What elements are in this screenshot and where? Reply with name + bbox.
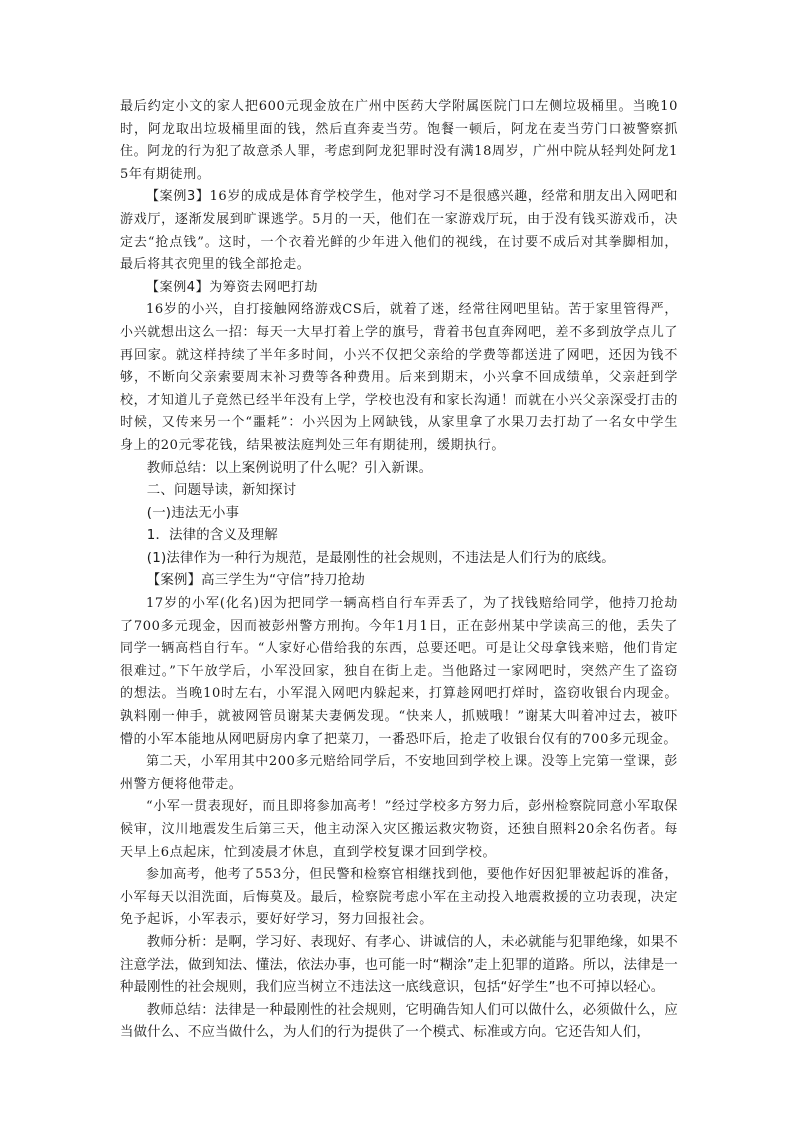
paragraph-case-body-4: 参加高考，他考了553分，但民警和检察官相继找到他，要他作好因犯罪被起诉的准备，小军每天以泪洗面，后悔莫及。最后，检察院考虑小军在主动投入地震救援的立功表现，决定免予起诉，小军表示，要好好学习，努力回报社会。 bbox=[120, 867, 678, 928]
paragraph-teacher-analysis: 教师分析：是啊，学习好、表现好、有孝心、讲诚信的人，未必就能与犯罪绝缘，如果不注意学法，做到知法、懂法，依法办事，也可能一时“糊涂”走上犯罪的道路。所以，法律是一种最刚性的社会规则，我们应当树立不违法这一底线意识，包括“好学生”也不可掉以轻心。 bbox=[120, 934, 678, 996]
paragraph-case-body-3: “小军一贯表现好，而且即将参加高考！”经过学校多方努力后，彭州检察院同意小军取保候审，汶川地震发生后第三天，他主动深入灾区搬运救灾物资，还独自照料20余名伤者。每天早上6点起床，忙到凌晨才休息，直到学校复课才回到学校。 bbox=[120, 799, 678, 860]
paragraph-teacher-summary-1: 教师总结：以上案例说明了什么呢？引入新课。 bbox=[146, 460, 433, 476]
point-heading-1: 1．法律的含义及理解 bbox=[146, 528, 278, 544]
point-1-1: (1)法律作为一种行为规范，是最刚性的社会规则，不违法是人们行为的底线。 bbox=[146, 550, 615, 566]
case-label: 【案例】 bbox=[146, 573, 202, 589]
subsection-heading-1: (一)违法无小事 bbox=[146, 505, 240, 521]
paragraph-case-3: 【案例3】16岁的成成是体育学校学生，他对学习不是很感兴趣，经常和朋友出入网吧和游戏厅，逐渐发展到旷课逃学。5月的一天，他们在一家游戏厅玩，由于没有钱买游戏币，决定去“抢点钱”。这时，一个衣着光鲜的少年进入他们的视线，在讨要不成后对其拳脚相加，最后将其衣兜里的钱全部抢走。 bbox=[120, 189, 678, 273]
paragraph-case-body-2: 第二天，小军用其中200多元赔给同学后，不安地回到学校上课。没等上完第一堂课，彭州警方便将他带走。 bbox=[120, 754, 678, 792]
document-body bbox=[120, 96, 678, 1045]
paragraph-case-4-body: 16岁的小兴，自打接触网络游戏CS后，就着了迷，经常往网吧里钻。苦于家里管得严，小兴就想出这么一招：每天一大早打着上学的旗号，背着书包直奔网吧，差不多到放学点儿了再回家。就这样持续了半年多时间，小兴不仅把父亲给的学费等都送进了网吧，还因为钱不够，不断向父亲索要周末补习费等各种费用。后来到期末，小兴拿不回成绩单，父亲赶到学校，才知道儿子竟然已经半年没有上学，学校也没有和家长沟通！而就在小兴父亲深受打击的时候，又传来另一个“噩耗”：小兴因为上网缺钱，从家里拿了水果刀去打劫了一名女中学生身上的20元零花钱，结果被法庭判处三年有期徒刑，缓期执行。 bbox=[120, 302, 678, 453]
section-heading-2: 二、问题导读，新知探讨 bbox=[146, 483, 297, 499]
paragraph-case-4-title: 【案例4】为筹资去网吧打劫 bbox=[146, 279, 319, 295]
paragraph-teacher-summary-2: 教师总结：法律是一种最刚性的社会规则，它明确告知人们可以做什么，必须做什么，应当做什么、不应当做什么，为人们的行为提供了一个模式、标准或方向。它还告知人们， bbox=[120, 1002, 678, 1041]
paragraph-case-2-ending: 最后约定小文的家人把600元现金放在广州中医药大学附属医院门口左侧垃圾桶里。当晚10时，阿龙取出垃圾桶里面的钱，然后直奔麦当劳。饱餐一顿后，阿龙在麦当劳门口被警察抓住。阿龙的行为犯了故意杀人罪，考虑到阿龙犯罪时没有满18周岁，广州中院从轻判处阿龙15年有期徒刑。 bbox=[120, 99, 678, 182]
paragraph-case-body-1: 17岁的小军(化名)因为把同学一辆高档自行车弄丢了，为了找钱赔给同学，他持刀抢劫了700多元现金，因而被彭州警方刑拘。今年1月1日，正在彭州某中学读高三的他，丢失了同学一辆高档自行车。“人家好心借给我的东西，总要还吧。可是让父母拿钱来赔，他们肯定很难过。”下午放学后，小军没回家，独自在街上走。当他路过一家网吧时，突然产生了盗窃的想法。当晚10时左右，小军混入网吧内躲起来，打算趁网吧打烊时，盗窃收银台内现金。孰料刚一伸手，就被网管员谢某夫妻俩发现。“快来人，抓贼哦！”谢某大叫着冲过去，被吓懵的小军本能地从网吧厨房内拿了把菜刀，一番恐吓后，抢走了收银台仅有的700多元现金。 bbox=[120, 596, 678, 747]
case-label: 【案例4】 bbox=[146, 279, 210, 295]
paragraph-case-title: 【案例】高三学生为“守信”持刀抢劫 bbox=[146, 573, 365, 589]
case-label: 【案例3】 bbox=[146, 189, 210, 205]
